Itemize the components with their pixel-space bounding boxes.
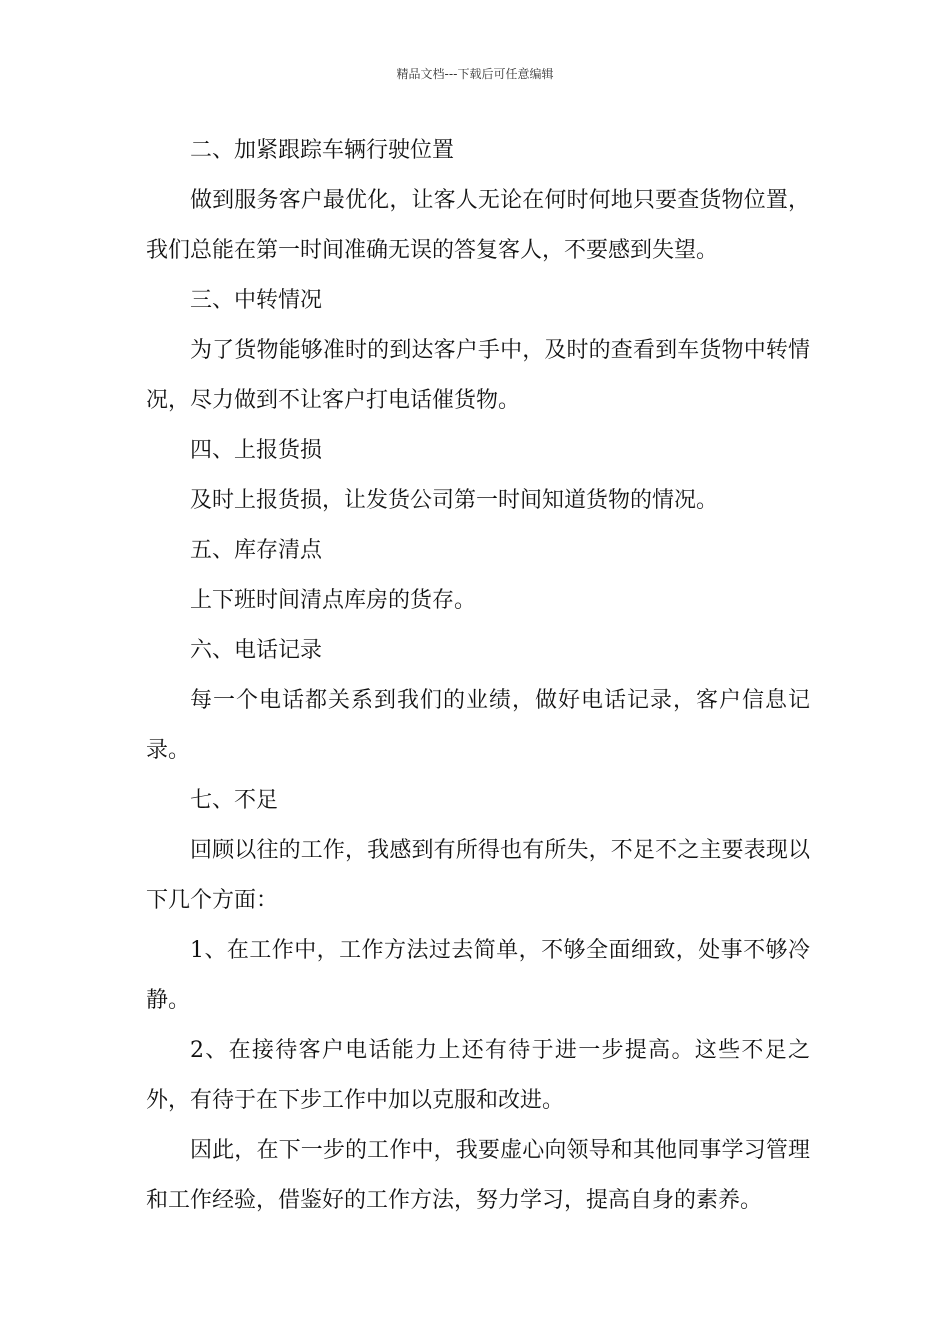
paragraph-conclusion: 因此，在下一步的工作中，我要虚心向领导和其他同事学习管理和工作经验，借鉴好的工作方法，努力学习，提高自身的素养。 <box>146 1138 810 1213</box>
section-heading-3: 三、中转情况 <box>190 288 323 313</box>
page-header: 精品文档---下载后可任意编辑 <box>396 67 554 81</box>
paragraph: 回顾以往的工作，我感到有所得也有所失，不足不之主要表现以下几个方面： <box>146 838 810 913</box>
section-heading-7: 七、不足 <box>190 788 279 813</box>
paragraph: 为了货物能够准时的到达客户手中，及时的查看到车货物中转情况，尽力做到不让客户打电话催货物。 <box>146 338 810 413</box>
document-body <box>146 126 810 1226</box>
paragraph: 每一个电话都关系到我们的业绩，做好电话记录，客户信息记录。 <box>146 688 810 763</box>
paragraph: 上下班时间清点库房的货存。 <box>190 588 477 613</box>
paragraph: 及时上报货损，让发货公司第一时间知道货物的情况。 <box>190 488 719 513</box>
section-heading-2: 二、加紧跟踪车辆行驶位置 <box>190 138 455 163</box>
section-heading-6: 六、电话记录 <box>190 638 323 663</box>
list-item-1: 1、在工作中，工作方法过去简单，不够全面细致，处事不够冷静。 <box>146 938 810 1013</box>
section-heading-5: 五、库存清点 <box>190 538 323 563</box>
section-heading-4: 四、上报货损 <box>190 438 323 463</box>
list-item-2: 2、在接待客户电话能力上还有待于进一步提高。这些不足之外，有待于在下步工作中加以克服和改进。 <box>146 1038 810 1113</box>
paragraph: 做到服务客户最优化，让客人无论在何时何地只要查货物位置，我们总能在第一时间准确无误的答复客人，不要感到失望。 <box>146 188 810 263</box>
